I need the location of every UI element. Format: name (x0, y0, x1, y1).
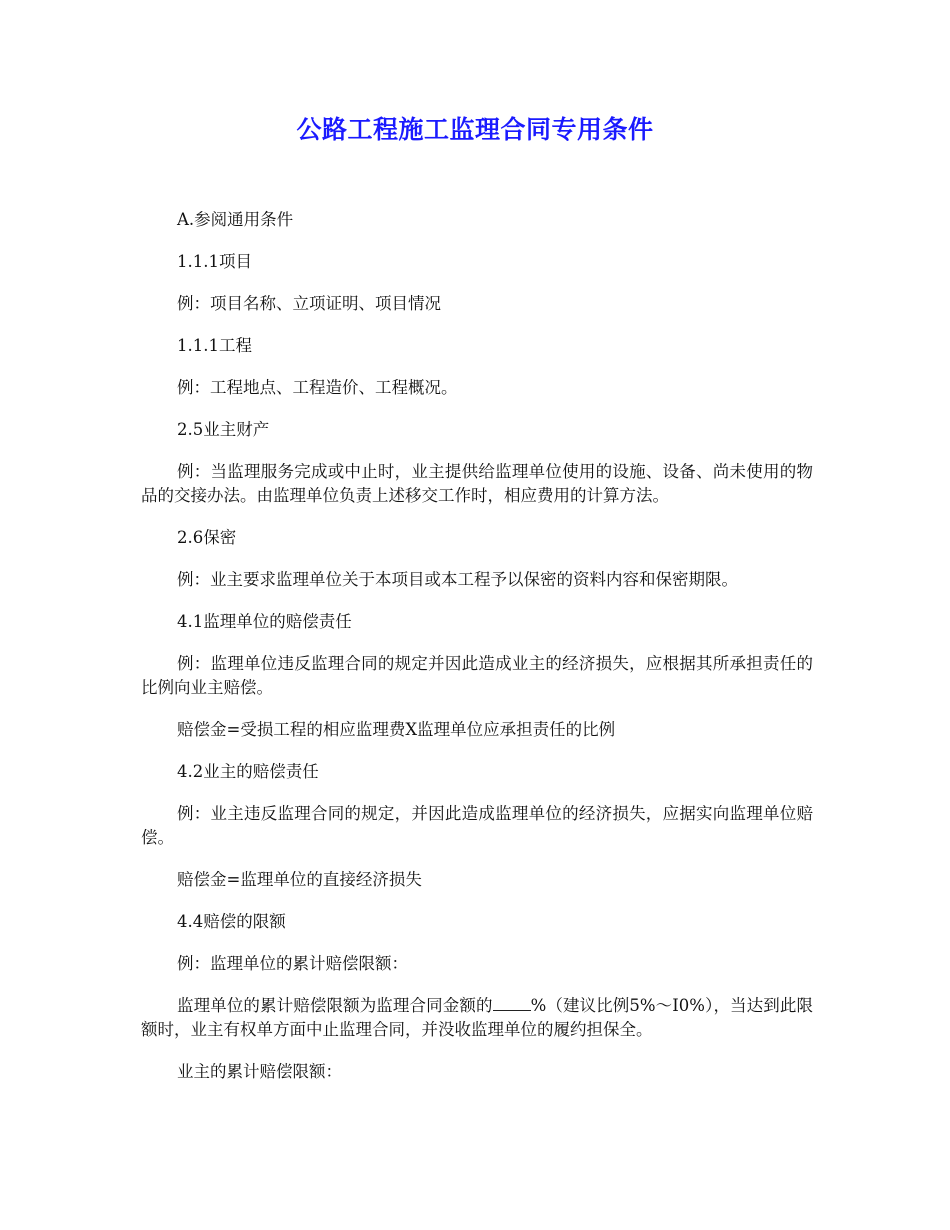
paragraph-confidentiality-example: 例：业主要求监理单位关于本项目或本工程予以保密的资料内容和保密期限。 (177, 570, 738, 589)
heading-4-1-supervisor-liability: 4.1监理单位的赔偿责任 (177, 612, 352, 631)
paragraph-owner-liability-example: 例：业主违反监理合同的规定，并因此造成监理单位的经济损失，应据实向监理单位赔偿。 (141, 804, 813, 847)
paragraph-works-example: 例：工程地点、工程造价、工程概况。 (177, 378, 458, 397)
limit-text-after: %（建议比例5%～I0%），当达到此限额时，业主有权单方面中止监理合同，并没收监理单位的履约担保全。 (141, 996, 813, 1039)
heading-2-5-owner-property: 2.5业主财产 (177, 420, 270, 439)
limit-text-before: 监理单位的累计赔偿限额为监理合同金额的 (177, 996, 493, 1015)
percentage-blank-field[interactable] (493, 996, 531, 1011)
document-body (141, 208, 813, 1102)
heading-4-4-compensation-limit: 4.4赔偿的限额 (177, 912, 286, 931)
paragraph-supervisor-limit-detail (141, 994, 813, 1042)
formula-owner-compensation: 赔偿金=监理单位的直接经济损失 (177, 870, 422, 889)
paragraph-reference-general: A.参阅通用条件 (177, 210, 294, 229)
paragraph-supervisor-limit-example: 例：监理单位的累计赔偿限额： (177, 954, 408, 973)
paragraph-supervisor-liability-example: 例：监理单位违反监理合同的规定并因此造成业主的经济损失，应根据其所承担责任的比例向业主赔偿。 (141, 654, 813, 697)
formula-supervisor-compensation: 赔偿金=受损工程的相应监理费X监理单位应承担责任的比例 (177, 720, 616, 739)
document-title: 公路工程施工监理合同专用条件 (296, 115, 654, 144)
heading-4-2-owner-liability: 4.2业主的赔偿责任 (177, 762, 319, 781)
heading-1-1-1-project: 1.1.1项目 (177, 252, 252, 271)
heading-1-1-1-works: 1.1.1工程 (177, 336, 252, 355)
paragraph-project-example: 例：项目名称、立项证明、项目情况 (177, 294, 441, 313)
paragraph-owner-limit: 业主的累计赔偿限额： (177, 1062, 342, 1081)
heading-2-6-confidentiality: 2.6保密 (177, 528, 237, 547)
paragraph-owner-property-example: 例：当监理服务完成或中止时，业主提供给监理单位使用的设施、设备、尚未使用的物品的交接办法。由监理单位负责上述移交工作时，相应费用的计算方法。 (141, 462, 813, 505)
